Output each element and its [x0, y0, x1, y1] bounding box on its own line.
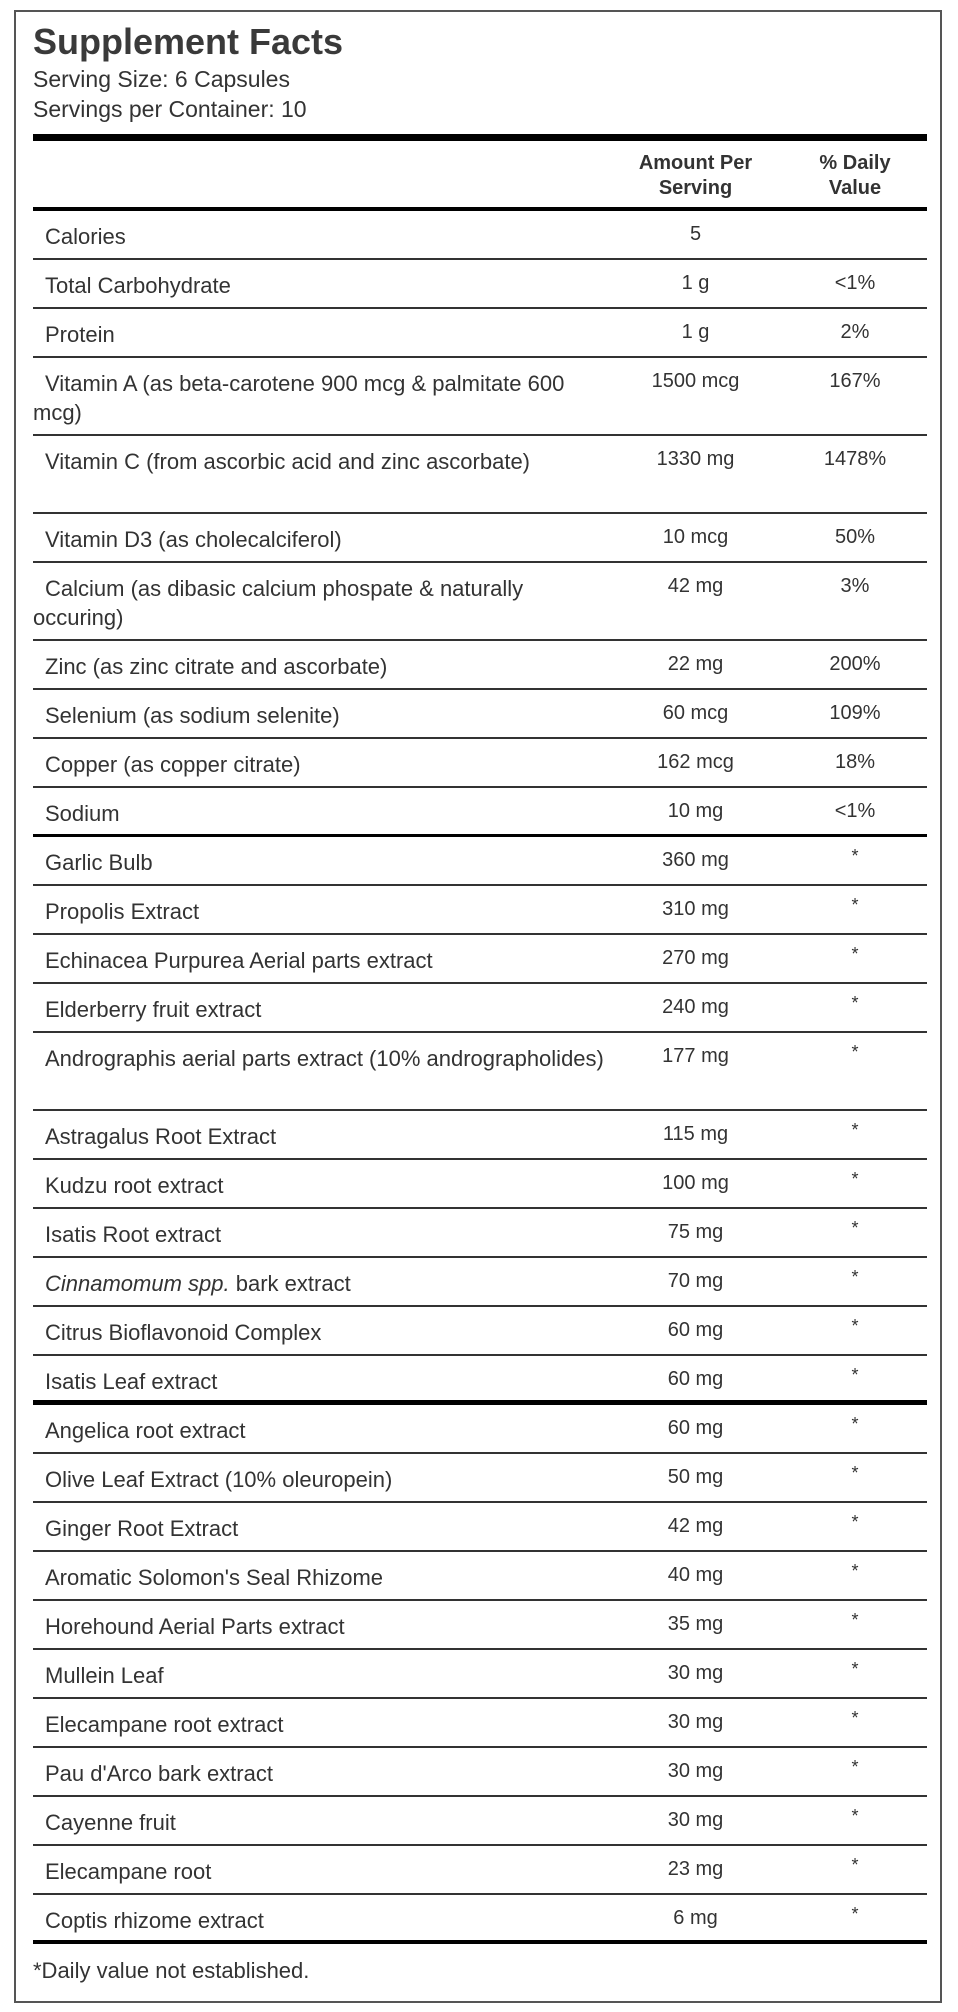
ingredient-name: Kudzu root extract: [45, 1173, 224, 1198]
ingredient-daily-value: *: [851, 895, 859, 915]
ingredient-name: Ginger Root Extract: [45, 1516, 239, 1541]
ingredient-name: Vitamin A (as beta-carotene 900 mcg & palmitate 600 mcg): [33, 371, 565, 425]
ingredient-daily-value: *: [851, 1169, 859, 1189]
table-row: [33, 260, 927, 309]
ingredient-name: Cayenne fruit: [45, 1810, 176, 1835]
table-row: [33, 1503, 927, 1552]
table-row: [33, 1307, 927, 1356]
ingredient-name: Mullein Leaf: [45, 1663, 164, 1688]
supplement-facts-panel: [14, 10, 942, 2003]
ingredient-name: Pau d'Arco bark extract: [45, 1761, 273, 1786]
ingredient-daily-value: 200%: [829, 653, 881, 675]
ingredient-amount: 60 mg: [667, 1417, 724, 1439]
daily-value-footnote: *Daily value not established.: [33, 1958, 310, 1983]
ingredient-amount: 10 mcg: [662, 526, 729, 548]
ingredient-amount: 162 mcg: [657, 751, 734, 773]
table-row: [33, 563, 927, 641]
ingredient-name: Elderberry fruit extract: [45, 997, 262, 1022]
ingredient-daily-value: *: [851, 1708, 859, 1728]
ingredient-daily-value: *: [851, 1120, 859, 1140]
ingredient-daily-value: 2%: [840, 321, 870, 343]
ingredient-name: Citrus Bioflavonoid Complex: [45, 1320, 322, 1345]
ingredient-name: Garlic Bulb: [45, 850, 153, 875]
ingredient-daily-value: *: [851, 1267, 859, 1287]
ingredient-name: Total Carbohydrate: [45, 273, 231, 298]
ingredient-amount: 270 mg: [662, 947, 729, 969]
table-row: [33, 984, 927, 1033]
ingredient-name: Isatis Root extract: [45, 1222, 222, 1247]
nutrients-section: [33, 211, 927, 837]
ingredient-daily-value: *: [851, 1042, 859, 1062]
ingredient-amount: 40 mg: [667, 1564, 724, 1586]
ingredient-amount: 70 mg: [667, 1270, 724, 1292]
ingredient-daily-value: *: [851, 1218, 859, 1238]
table-row: [33, 1033, 927, 1111]
ingredient-amount: 115 mg: [662, 1123, 729, 1145]
ingredient-daily-value: <1%: [834, 800, 876, 822]
table-row: [33, 935, 927, 984]
table-row: [33, 1846, 927, 1895]
ingredient-daily-value: *: [851, 1757, 859, 1777]
table-row: [33, 1111, 927, 1160]
ingredient-name: [33, 1258, 608, 1298]
herbal-section-a: [33, 837, 927, 1405]
table-row: [33, 358, 927, 436]
table-row: [33, 436, 927, 514]
table-row: [33, 1699, 927, 1748]
ingredient-amount: 60 mg: [667, 1368, 724, 1390]
table-row: [33, 1748, 927, 1797]
table-row: [33, 1601, 927, 1650]
ingredient-name: Copper (as copper citrate): [45, 752, 301, 777]
table-row: [33, 1650, 927, 1699]
ingredient-daily-value: 18%: [834, 751, 876, 773]
ingredient-amount: 30 mg: [667, 1662, 724, 1684]
ingredient-daily-value: [783, 211, 927, 221]
table-row: [33, 1895, 927, 1944]
ingredient-daily-value: 1478%: [823, 448, 887, 470]
ingredient-name: Angelica root extract: [45, 1418, 246, 1443]
ingredient-name: Propolis Extract: [45, 899, 200, 924]
ingredient-amount: 50 mg: [667, 1466, 724, 1488]
ingredient-daily-value: *: [851, 944, 859, 964]
ingredient-amount: 75 mg: [667, 1221, 724, 1243]
ingredient-amount: 30 mg: [667, 1760, 724, 1782]
ingredient-amount: 42 mg: [667, 575, 724, 597]
ingredient-name: Zinc (as zinc citrate and ascorbate): [45, 654, 388, 679]
ingredient-name: Elecampane root extract: [45, 1712, 284, 1737]
ingredient-amount: 23 mg: [667, 1858, 724, 1880]
ingredient-amount: 1 g: [681, 272, 710, 294]
table-row: [33, 211, 927, 260]
ingredient-amount: 30 mg: [667, 1809, 724, 1831]
ingredient-name: Selenium (as sodium selenite): [45, 703, 340, 728]
servings-per-container: Servings per Container: 10: [33, 96, 307, 122]
table-row: [33, 309, 927, 358]
table-row: [33, 837, 927, 886]
ingredient-daily-value: *: [851, 1855, 859, 1875]
ingredient-daily-value: *: [851, 1414, 859, 1434]
ingredient-name: Aromatic Solomon's Seal Rhizome: [45, 1565, 384, 1590]
ingredient-amount: 60 mcg: [662, 702, 729, 724]
ingredient-name: Vitamin C (from ascorbic acid and zinc ascorbate): [45, 449, 531, 474]
column-header-daily-value: [783, 141, 927, 201]
ingredient-name-rest: bark extract: [229, 1271, 351, 1296]
ingredient-amount: 5: [689, 223, 702, 245]
serving-size: Serving Size: 6 Capsules: [33, 66, 290, 92]
ingredient-daily-value: *: [851, 1561, 859, 1581]
column-header-row: [33, 141, 927, 211]
table-row: [33, 1258, 927, 1307]
table-row: [33, 1160, 927, 1209]
ingredient-amount: 360 mg: [662, 849, 729, 871]
ingredient-amount: 60 mg: [667, 1319, 724, 1341]
ingredient-amount: 1330 mg: [656, 448, 735, 470]
ingredient-name: Echinacea Purpurea Aerial parts extract: [45, 948, 433, 973]
supplement-facts-content: [33, 20, 927, 1985]
ingredient-daily-value: *: [851, 1806, 859, 1826]
ingredient-name: Sodium: [45, 801, 120, 826]
panel-title: Supplement Facts: [33, 21, 344, 62]
ingredient-name: Astragalus Root Extract: [45, 1124, 277, 1149]
column-header-amount-line2: Serving: [658, 177, 733, 199]
ingredient-daily-value: *: [851, 1463, 859, 1483]
ingredient-daily-value: 3%: [840, 575, 870, 597]
table-row: [33, 1209, 927, 1258]
ingredient-amount: 1500 mcg: [651, 370, 740, 392]
ingredient-amount: 22 mg: [667, 653, 724, 675]
ingredient-name: Coptis rhizome extract: [45, 1908, 264, 1933]
ingredient-amount: 42 mg: [667, 1515, 724, 1537]
column-header-dv-line2: Value: [828, 177, 882, 199]
ingredient-daily-value: *: [851, 1904, 859, 1924]
ingredient-name: Horehound Aerial Parts extract: [45, 1614, 345, 1639]
ingredient-daily-value: 50%: [834, 526, 876, 548]
ingredient-name: Isatis Leaf extract: [45, 1369, 218, 1394]
table-row: [33, 690, 927, 739]
table-row: [33, 641, 927, 690]
ingredient-daily-value: *: [851, 1659, 859, 1679]
top-divider: [33, 134, 927, 141]
ingredient-daily-value: *: [851, 1512, 859, 1532]
ingredient-daily-value: <1%: [834, 272, 876, 294]
table-row: [33, 739, 927, 788]
ingredient-name: Calories: [45, 224, 126, 249]
table-row: [33, 1797, 927, 1846]
ingredient-daily-value: *: [851, 1365, 859, 1385]
column-header-dv-line1: % Daily: [819, 152, 891, 174]
ingredient-amount: 177 mg: [662, 1045, 729, 1067]
ingredient-name: Andrographis aerial parts extract (10% andrographolides): [45, 1046, 604, 1071]
ingredient-daily-value: *: [851, 1316, 859, 1336]
table-row: [33, 1356, 927, 1405]
table-row: [33, 514, 927, 563]
ingredient-daily-value: *: [851, 846, 859, 866]
ingredient-amount: 1 g: [681, 321, 710, 343]
ingredient-amount: 30 mg: [667, 1711, 724, 1733]
ingredient-amount: 35 mg: [667, 1613, 724, 1635]
ingredient-daily-value: 109%: [829, 702, 881, 724]
table-row: [33, 1552, 927, 1601]
ingredient-amount: 6 mg: [673, 1907, 718, 1929]
table-row: [33, 788, 927, 837]
herbal-section-b: [33, 1405, 927, 1944]
ingredient-name: Vitamin D3 (as cholecalciferol): [45, 527, 342, 552]
ingredient-daily-value: *: [851, 1610, 859, 1630]
ingredient-name: Elecampane root: [45, 1859, 212, 1884]
ingredient-daily-value: 167%: [829, 370, 881, 392]
table-row: [33, 886, 927, 935]
table-row: [33, 1454, 927, 1503]
ingredient-name: Protein: [45, 322, 115, 347]
ingredient-name: Calcium (as dibasic calcium phospate & naturally occuring): [33, 576, 524, 630]
column-header-amount-line1: Amount Per: [638, 152, 753, 174]
table-row: [33, 1405, 927, 1454]
ingredient-amount: 240 mg: [662, 996, 729, 1018]
ingredient-amount: 100 mg: [662, 1172, 729, 1194]
ingredient-name: Olive Leaf Extract (10% oleuropein): [45, 1467, 393, 1492]
ingredient-amount: 310 mg: [662, 898, 729, 920]
ingredient-amount: 10 mg: [667, 800, 724, 822]
ingredient-name-italic: Cinnamomum spp.: [45, 1271, 230, 1296]
ingredient-daily-value: *: [851, 993, 859, 1013]
column-header-amount: [608, 141, 783, 201]
